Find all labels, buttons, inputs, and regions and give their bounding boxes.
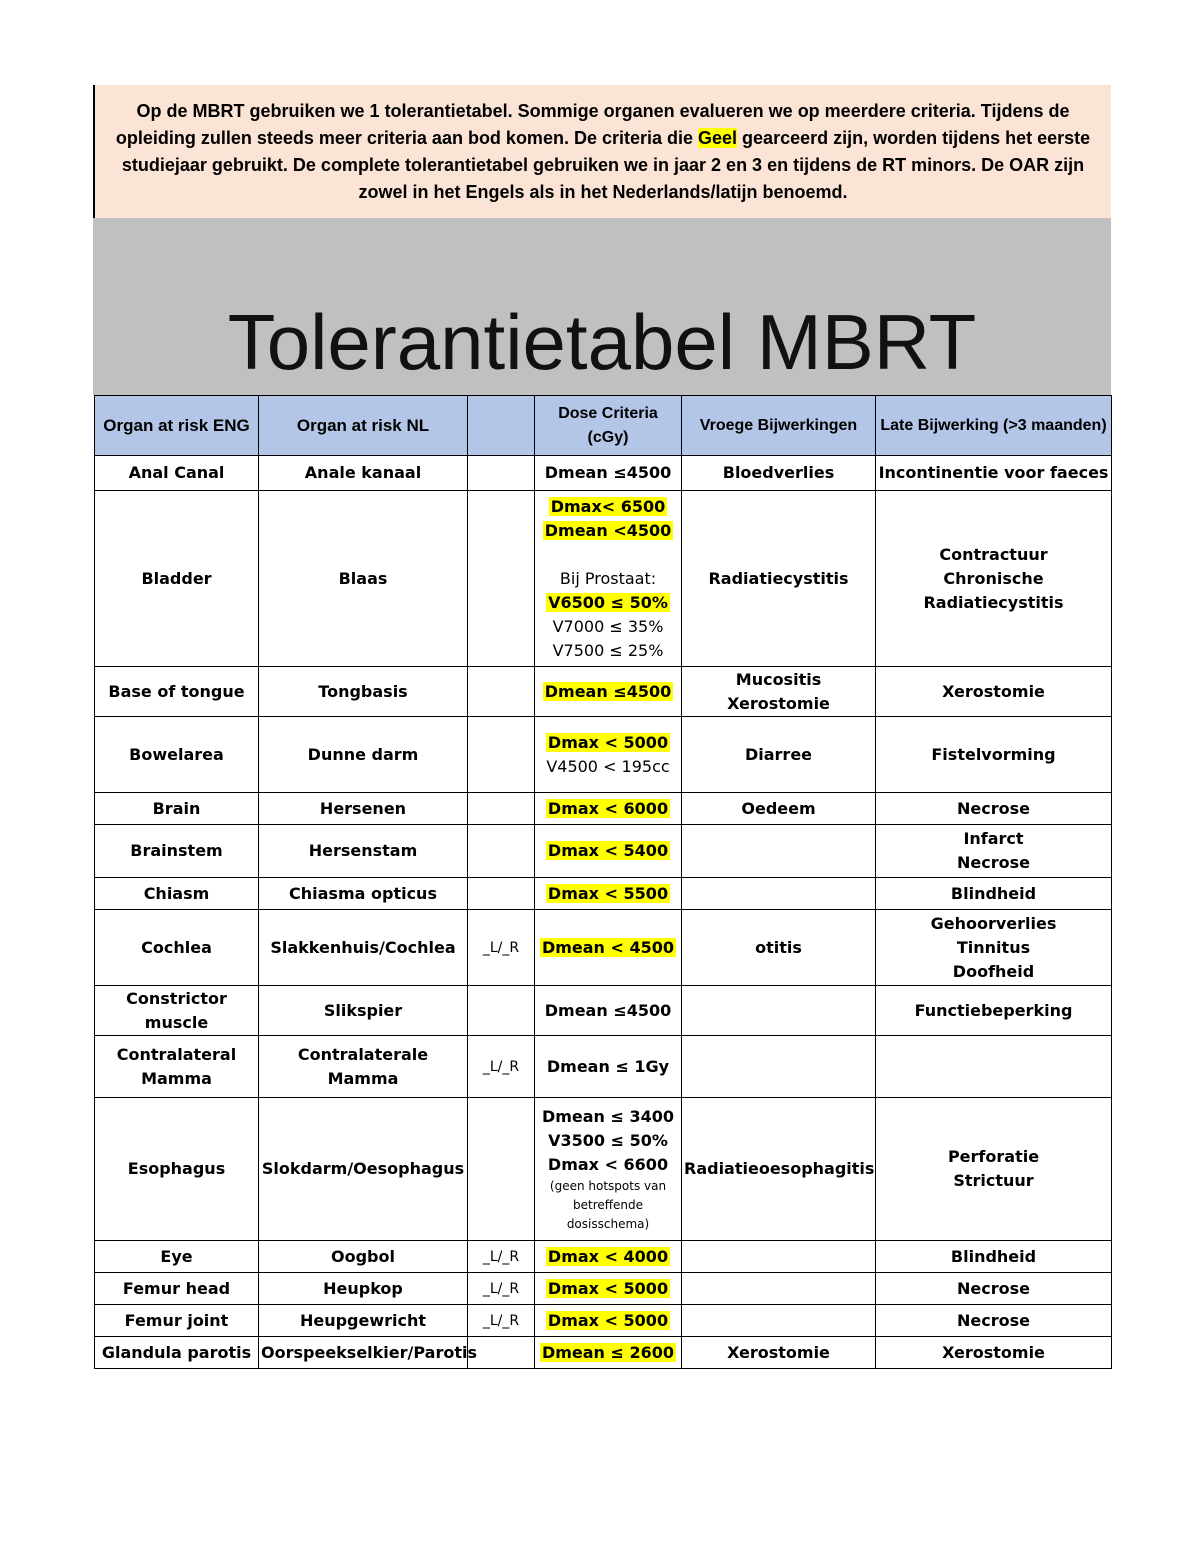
highlighted-criterion: Dmean ≤ 2600 [541, 1342, 675, 1362]
early-effect: Bloedverlies [722, 463, 835, 482]
organ-eng-cell: Chiasm [95, 878, 259, 910]
late-effect: Contractuur [939, 544, 1048, 564]
table-row [95, 456, 1112, 491]
table-row [95, 1098, 1112, 1241]
early-effect: Xerostomie [727, 1342, 830, 1362]
table-row [95, 793, 1112, 825]
dose-criterion [537, 1309, 679, 1333]
late-effects-cell [876, 986, 1112, 1036]
table-row [95, 1273, 1112, 1305]
organ-eng-cell: Esophagus [95, 1098, 259, 1241]
organ-nl-cell: Hersenstam [259, 825, 468, 878]
late-effects-cell [876, 717, 1112, 793]
dose-criteria-cell [535, 1305, 682, 1337]
intro-highlight-word: Geel [698, 127, 738, 148]
highlighted-criterion: Dmax < 4000 [547, 1246, 669, 1266]
organ-eng-cell: Contralateral Mamma [95, 1036, 259, 1098]
late-effect: Chronische Radiatiecystitis [923, 568, 1064, 612]
organ-eng-cell: Base of tongue [95, 667, 259, 717]
dose-criterion [537, 591, 679, 615]
late-effects-cell [876, 1098, 1112, 1241]
dose-criteria-cell [535, 1036, 682, 1098]
organ-nl-cell: Dunne darm [259, 717, 468, 793]
dose-criterion [537, 839, 679, 863]
dose-criteria-cell [535, 456, 682, 491]
organ-eng-cell: Bowelarea [95, 717, 259, 793]
table-row [95, 667, 1112, 717]
highlighted-criterion: V6500 ≤ 50% [548, 592, 668, 612]
table-row [95, 491, 1112, 667]
late-effect: Tinnitus [956, 937, 1031, 957]
late-effects-cell [876, 1337, 1112, 1369]
organ-nl-cell: Oorspeekselkier/Parotis [259, 1337, 468, 1369]
early-effect: Xerostomie [727, 693, 830, 713]
side-cell [468, 1098, 535, 1241]
dose-criteria-cell [535, 986, 682, 1036]
dose-criteria-cell [535, 717, 682, 793]
dose-criterion [537, 519, 679, 543]
side-cell: _L/_R [468, 1273, 535, 1305]
dose-criteria-cell [535, 491, 682, 667]
side-cell [468, 825, 535, 878]
table-row [95, 910, 1112, 986]
highlighted-criterion: Dmax < 5500 [547, 883, 669, 903]
organ-nl-cell: Oogbol [259, 1241, 468, 1273]
late-effects-cell [876, 491, 1112, 667]
late-effect: Gehoorverlies [930, 913, 1057, 933]
organ-nl-cell: Chiasma opticus [259, 878, 468, 910]
highlighted-criterion: Dmax < 5000 [547, 1278, 669, 1298]
early-effect: otitis [755, 937, 802, 957]
side-cell [468, 667, 535, 717]
intro-text-part-2: gearceerd zijn, worden tijdens het eerste studiejaar gebruikt. De complete tolerantietabel gebruiken we in jaar 2 en 3 en tijdens de RT minors. De OAR zijn zowel in het Engels als in het Nederlands/latijn benoemd. [121, 127, 1091, 202]
table-row [95, 986, 1112, 1036]
organ-eng-cell: Glandula parotis [95, 1337, 259, 1369]
organ-eng-cell: Femur head [95, 1273, 259, 1305]
late-effect: Incontinentie voor faeces [878, 463, 1109, 482]
dose-criterion: Dmean ≤ 1Gy [546, 1056, 670, 1076]
early-effects-cell [682, 667, 876, 717]
side-cell [468, 878, 535, 910]
header-organ-nl: Organ at risk NL [259, 396, 468, 456]
table-body [95, 456, 1112, 1369]
dose-criterion: V4500 < 195cc [546, 756, 670, 776]
table-header-row [95, 396, 1112, 456]
title-banner [93, 218, 1111, 395]
dose-criterion: Dmean ≤4500 [544, 463, 672, 482]
organ-eng-cell: Eye [95, 1241, 259, 1273]
organ-nl-cell: Blaas [259, 491, 468, 667]
dose-criteria-cell [535, 793, 682, 825]
organ-eng-cell: Anal Canal [95, 456, 259, 491]
early-effects-cell [682, 1098, 876, 1241]
header-early-effects: Vroege Bijwerkingen [682, 396, 876, 456]
early-effects-cell [682, 1305, 876, 1337]
dose-criterion [537, 936, 679, 960]
dose-criterion [537, 1277, 679, 1301]
table-row [95, 1337, 1112, 1369]
side-cell [468, 1337, 535, 1369]
side-cell [468, 793, 535, 825]
dose-criteria-cell [535, 1241, 682, 1273]
side-cell [468, 456, 535, 491]
early-effects-cell [682, 825, 876, 878]
highlighted-criterion: Dmean < 4500 [541, 937, 675, 957]
late-effects-cell [876, 1241, 1112, 1273]
late-effect: Blindheid [950, 883, 1037, 903]
dose-criterion: Bij Prostaat: [559, 568, 657, 588]
early-effects-cell [682, 1337, 876, 1369]
dose-criterion: V3500 ≤ 50% [548, 1130, 668, 1150]
late-effects-cell [876, 910, 1112, 986]
early-effect: Radiatiecystitis [708, 568, 849, 588]
highlighted-criterion: Dmean ≤4500 [544, 681, 672, 701]
side-cell [468, 986, 535, 1036]
dose-criterion: Dmax < 6600 [547, 1154, 669, 1174]
late-effects-cell [876, 1036, 1112, 1098]
late-effect: Necrose [957, 1278, 1030, 1298]
highlighted-criterion: Dmax < 5000 [547, 1310, 669, 1330]
organ-eng-cell: Constrictor muscle [95, 986, 259, 1036]
late-effects-cell [876, 1305, 1112, 1337]
highlighted-criterion: Dmax < 5000 [547, 732, 669, 752]
late-effect: Necrose [957, 1310, 1030, 1330]
late-effects-cell [876, 456, 1112, 491]
late-effects-cell [876, 878, 1112, 910]
dose-criterion [537, 680, 679, 704]
organ-nl-cell: Heupkop [259, 1273, 468, 1305]
organ-nl-cell: Slikspier [259, 986, 468, 1036]
late-effect: Xerostomie [942, 1342, 1045, 1362]
table-row [95, 878, 1112, 910]
early-effects-cell [682, 910, 876, 986]
header-organ-eng: Organ at risk ENG [95, 396, 259, 456]
highlighted-criterion: Dmax< 6500 [550, 496, 666, 516]
organ-eng-cell: Cochlea [95, 910, 259, 986]
late-effect: Xerostomie [942, 681, 1045, 701]
side-cell: _L/_R [468, 910, 535, 986]
tolerance-table [94, 395, 1112, 1369]
organ-eng-cell: Brain [95, 793, 259, 825]
early-effects-cell [682, 456, 876, 491]
organ-nl-cell: Heupgewricht [259, 1305, 468, 1337]
organ-nl-cell: Slokdarm/Oesophagus [259, 1098, 468, 1241]
late-effect: Infarct [963, 829, 1024, 848]
organ-eng-cell: Brainstem [95, 825, 259, 878]
late-effects-cell [876, 667, 1112, 717]
dose-criteria-cell [535, 667, 682, 717]
intro-note [93, 85, 1111, 218]
dose-criterion [537, 1341, 679, 1365]
side-cell: _L/_R [468, 1036, 535, 1098]
organ-nl-cell: Slakkenhuis/Cochlea [259, 910, 468, 986]
late-effect: Perforatie [947, 1147, 1040, 1166]
late-effects-cell [876, 825, 1112, 878]
late-effect: Necrose [957, 798, 1030, 818]
dose-criterion [537, 797, 679, 821]
organ-nl-cell: Tongbasis [259, 667, 468, 717]
page-title: Tolerantietabel MBRT [227, 298, 977, 386]
header-late-effects: Late Bijwerking (>3 maanden) [876, 396, 1112, 456]
dose-criterion: Dmean ≤4500 [544, 1000, 672, 1020]
dose-criterion [537, 543, 679, 567]
header-dose-criteria: Dose Criteria (cGy) [535, 396, 682, 456]
dose-criteria-cell [535, 1273, 682, 1305]
organ-nl-cell: Contralaterale Mamma [259, 1036, 468, 1098]
side-cell [468, 491, 535, 667]
table-row [95, 717, 1112, 793]
organ-eng-cell: Bladder [95, 491, 259, 667]
dose-criteria-cell [535, 910, 682, 986]
dose-criterion [537, 495, 679, 519]
highlighted-criterion: Dmax < 6000 [547, 798, 669, 818]
early-effects-cell [682, 717, 876, 793]
table-row [95, 1036, 1112, 1098]
dose-criteria-cell [535, 1337, 682, 1369]
intro-text [109, 98, 1097, 206]
highlighted-criterion: Dmax < 5400 [547, 841, 669, 860]
late-effect: Doofheid [952, 961, 1035, 981]
early-effects-cell [682, 878, 876, 910]
early-effect: Mucositis [735, 669, 822, 689]
early-effects-cell [682, 1241, 876, 1273]
dose-criterion [537, 731, 679, 755]
early-effects-cell [682, 1036, 876, 1098]
early-effects-cell [682, 1273, 876, 1305]
dose-criterion: V7500 ≤ 25% [552, 640, 664, 660]
dose-criterion: Dmean ≤ 3400 [541, 1106, 675, 1126]
late-effect: Fistelvorming [931, 744, 1056, 764]
dose-criterion [537, 882, 679, 906]
highlighted-criterion: Dmean <4500 [544, 520, 672, 540]
organ-nl-cell: Anale kanaal [259, 456, 468, 491]
header-side [468, 396, 535, 456]
dose-criteria-cell [535, 1098, 682, 1241]
early-effects-cell [682, 793, 876, 825]
late-effects-cell [876, 1273, 1112, 1305]
side-cell [468, 717, 535, 793]
dose-criteria-cell [535, 878, 682, 910]
early-effect: Radiatieoesophagitis [684, 1159, 875, 1178]
table-row [95, 1305, 1112, 1337]
early-effect: Oedeem [741, 798, 816, 818]
dose-criteria-cell [535, 825, 682, 878]
side-cell: _L/_R [468, 1241, 535, 1273]
early-effects-cell [682, 986, 876, 1036]
dose-criterion: V7000 ≤ 35% [552, 616, 664, 636]
table-row [95, 1241, 1112, 1273]
early-effects-cell [682, 491, 876, 667]
late-effects-cell [876, 793, 1112, 825]
late-effect: Functiebeperking [914, 1000, 1073, 1020]
side-cell: _L/_R [468, 1305, 535, 1337]
organ-eng-cell: Femur joint [95, 1305, 259, 1337]
late-effect: Strictuur [953, 1171, 1034, 1190]
late-effect: Necrose [957, 853, 1030, 872]
late-effect: Blindheid [950, 1246, 1037, 1266]
table-row [95, 825, 1112, 878]
early-effect: Diarree [744, 744, 813, 764]
dose-criterion [537, 1245, 679, 1269]
organ-nl-cell: Hersenen [259, 793, 468, 825]
intro-text-part-1: Op de MBRT gebruiken we 1 tolerantietabel. Sommige organen evalueren we op meerdere criteria. Tijdens de opleiding zullen steeds meer criteria aan bod komen. De criteria die [115, 100, 1070, 148]
dose-criterion: (geen hotspots van betreffende dosisschema) [549, 1178, 667, 1231]
